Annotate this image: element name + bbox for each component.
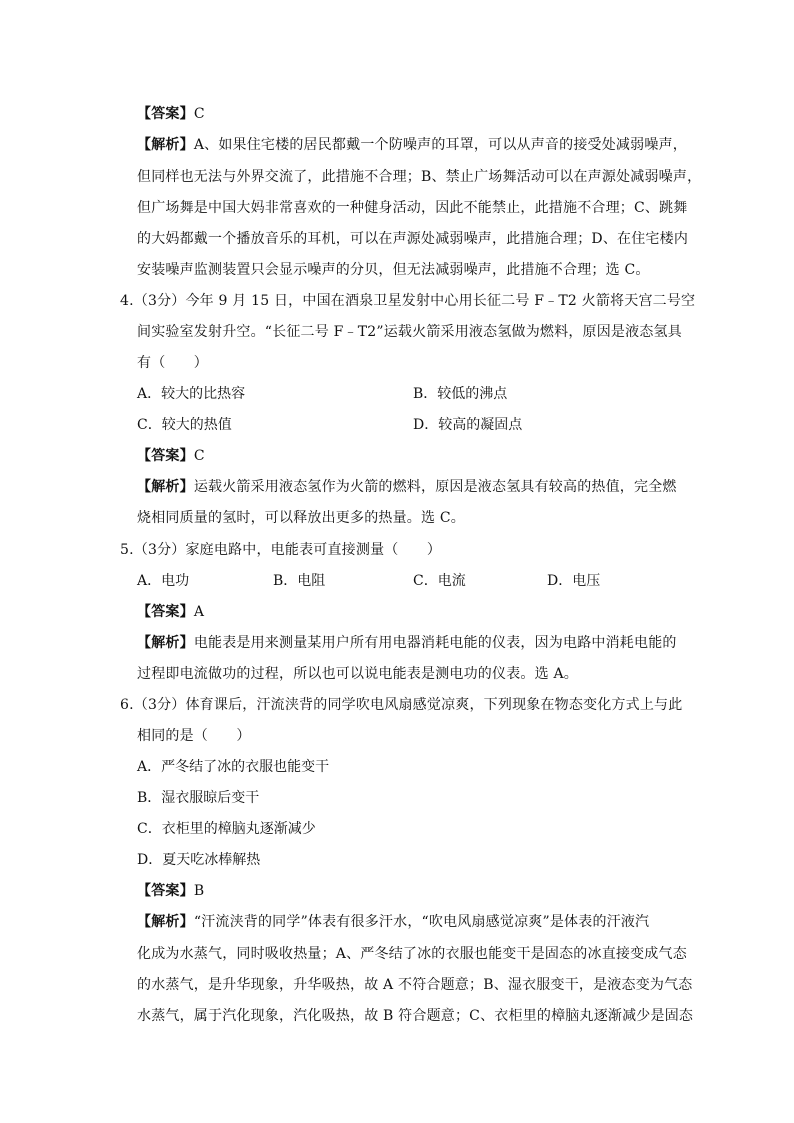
- analysis-line: 化成为水蒸气，同时吸收热量；A、严冬结了冰的衣服也能变干是固态的冰直接变成气态: [137, 946, 687, 962]
- question-4-text: 间实验室发射升空。“长征二号 F﹣T2”运载火箭采用液态氢做为燃料，原因是液态氢具: [137, 324, 682, 340]
- question-4-option-b: B．较低的沸点: [413, 386, 508, 402]
- question-5-option-b: B．电阻: [273, 573, 326, 589]
- answer-value: A: [193, 604, 205, 620]
- analysis-text: 运载火箭采用液态氢作为火箭的燃料，原因是液态氢具有较高的热值，完全燃: [193, 479, 677, 495]
- analysis-line: 的大妈都戴一个播放音乐的耳机，可以在声源处减弱噪声，此措施合理；D、在住宅楼内: [137, 231, 689, 247]
- analysis-line: [137, 135, 687, 155]
- analysis-line: 水蒸气，属于汽化现象，汽化吸热，故 B 符合题意；C、衣柜里的樟脑丸逐渐减少是固态: [137, 1008, 694, 1024]
- analysis-line: 烧相同质量的氢时，可以释放出更多的热量。选 C。: [137, 510, 465, 526]
- analysis-line: [137, 912, 677, 932]
- analysis-label: 【解析】: [137, 635, 194, 651]
- question-5-text: 5.（3分）家庭电路中，电能表可直接测量（ ）: [120, 542, 442, 558]
- question-6-option-a: A．严冬结了冰的衣服也能变干: [137, 759, 330, 775]
- analysis-line: [137, 477, 677, 497]
- analysis-text: 电能表是用来测量某用户所有用电器消耗电能的仪表，因为电路中消耗电能的: [193, 635, 677, 651]
- question-4-option-c: C．较大的热值: [137, 417, 232, 433]
- question-4-text: 4.（3分）今年 9 月 15 日，中国在酒泉卫星发射中心用长征二号 F﹣T2 火箭将天宫二号空: [120, 293, 696, 309]
- question-4-option-a: A．较大的比热容: [137, 386, 246, 402]
- question-6-option-d: D．夏天吃冰棒解热: [137, 852, 261, 868]
- question-4-option-d: D．较高的凝固点: [413, 417, 523, 433]
- question-5-option-c: C．电流: [413, 573, 466, 589]
- answer-label: 【答案】: [137, 106, 194, 122]
- answer-label: 【答案】: [137, 604, 194, 620]
- answer-line: [137, 446, 677, 466]
- analysis-label: 【解析】: [137, 137, 194, 153]
- answer-value: C: [193, 448, 205, 464]
- analysis-line: 但同样也无法与外界交流了，此措施不合理；B、禁止广场舞活动可以在声源处减弱噪声，: [137, 169, 702, 185]
- question-4-text: 有（ ）: [137, 355, 208, 371]
- question-6-option-b: B．湿衣服晾后变干: [137, 790, 260, 806]
- question-6-text: 6.（3分）体育课后，汗流浃背的同学吹电风扇感觉凉爽，下列现象在物态变化方式上与此: [120, 697, 683, 713]
- answer-line: [137, 881, 677, 901]
- analysis-text: A、如果住宅楼的居民都戴一个防噪声的耳罩，可以从声音的接受处减弱噪声，: [193, 137, 687, 153]
- analysis-line: 但广场舞是中国大妈非常喜欢的一种健身活动，因此不能禁止，此措施不合理；C、跳舞: [137, 200, 688, 216]
- analysis-line: [137, 633, 677, 653]
- analysis-line: 安装噪声监测装置只会显示噪声的分贝，但无法减弱噪声，此措施不合理；选 C。: [137, 262, 650, 278]
- answer-label: 【答案】: [137, 448, 194, 464]
- analysis-line: 的水蒸气，是升华现象，升华吸热，故 A 不符合题意；B、湿衣服变干，是液态变为气态: [137, 977, 693, 993]
- answer-value: B: [193, 883, 205, 899]
- question-6-text: 相同的是（ ）: [137, 728, 251, 744]
- answer-line: [137, 602, 677, 622]
- analysis-label: 【解析】: [137, 479, 194, 495]
- answer-label: 【答案】: [137, 883, 194, 899]
- question-6-option-c: C．衣柜里的樟脑丸逐渐减少: [137, 821, 316, 837]
- question-5-option-d: D．电压: [547, 573, 601, 589]
- analysis-line: 过程即电流做功的过程，所以也可以说电能表是测电功的仪表。选 A。: [137, 666, 578, 682]
- analysis-text: “汗流浃背的同学”体表有很多汗水，“吹电风扇感觉凉爽”是体表的汗液汽: [193, 914, 650, 930]
- answer-value: C: [193, 106, 205, 122]
- answer-line: [137, 104, 677, 124]
- analysis-label: 【解析】: [137, 914, 194, 930]
- question-5-option-a: A．电功: [137, 573, 190, 589]
